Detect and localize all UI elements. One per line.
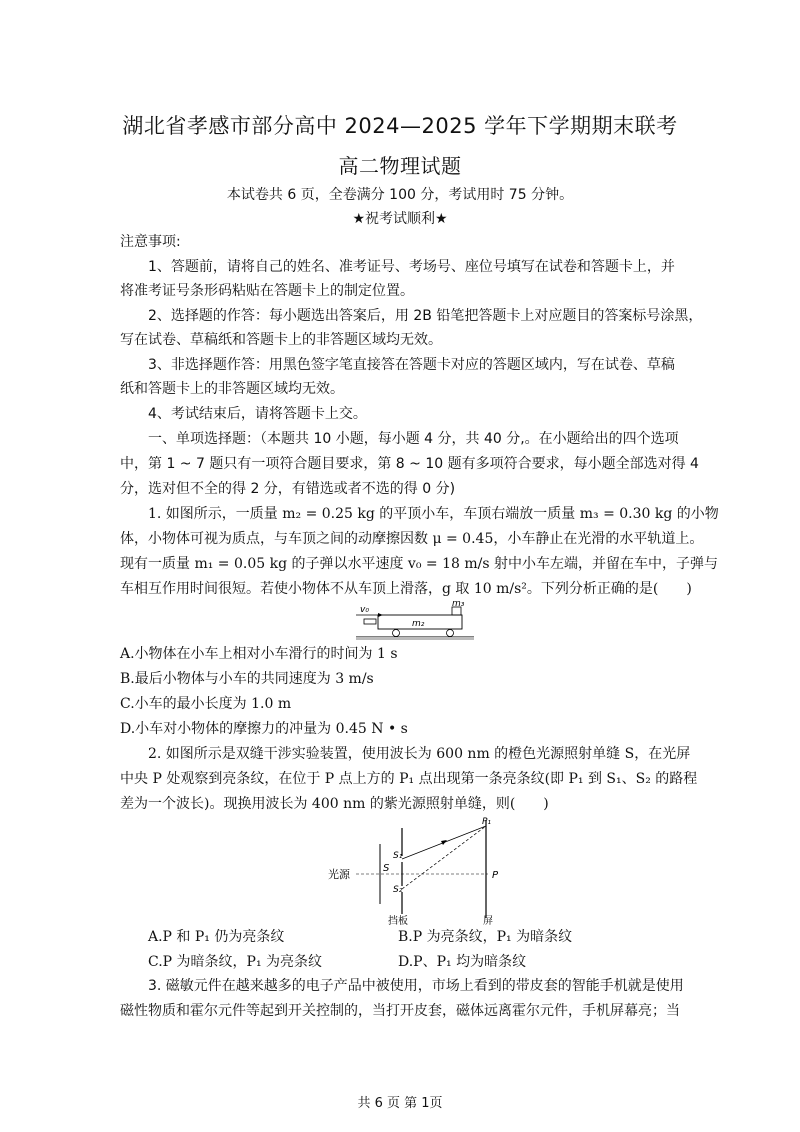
- q2-label-p: P: [492, 870, 499, 881]
- exam-info: 本试卷共 6 页，全卷满分 100 分，考试用时 75 分钟。: [226, 187, 574, 203]
- q1-label-v0: v₀: [360, 605, 369, 615]
- q1-option-b[interactable]: B.最后小物体与小车的共同速度为 3 m/s: [120, 671, 374, 687]
- q2-line3: 差为一个波长)。现换用波长为 400 nm 的紫光源照射单缝，则( ): [120, 796, 549, 812]
- note-1b: 将准考证号条形码粘贴在答题卡上的制定位置。: [120, 283, 414, 299]
- section1-line2: 中，第 1 ~ 7 题只有一项符合题目要求，第 8 ~ 10 题有多项符合要求，每小题全部选对得 4: [120, 456, 699, 472]
- q1-line4: 车相互作用时间很短。若使小物体不从车顶上滑落，g 取 10 m/s²。下列分析正确的是( ): [120, 581, 692, 597]
- q2-option-c[interactable]: C.P 为暗条纹，P₁ 为亮条纹: [148, 954, 323, 970]
- q2-label-s: S: [383, 863, 390, 874]
- q1-wheel-right: [447, 630, 454, 637]
- q2-label-barrier: 挡板: [388, 916, 408, 926]
- q1-option-c[interactable]: C.小车的最小长度为 1.0 m: [120, 696, 292, 712]
- q1-cart-figure: [352, 598, 478, 644]
- q2-ray-s2: [402, 826, 486, 889]
- q1-label-m2: m₂: [412, 619, 425, 629]
- q2-label-s1: S₁: [393, 851, 403, 861]
- q1-option-d[interactable]: D.小车对小物体的摩擦力的冲量为 0.45 N • s: [120, 721, 408, 737]
- exam-wish: ★祝考试顺利★: [352, 211, 448, 227]
- q1-line1: 1. 如图所示，一质量 m₂ = 0.25 kg 的平顶小车，车顶右端放一质量 m₃ = 0.30 kg 的小物: [148, 506, 719, 522]
- q2-option-b[interactable]: B.P 为亮条纹，P₁ 为暗条纹: [398, 929, 573, 945]
- q1-track-hatch: [356, 637, 474, 640]
- q1-label-m3: m₃: [452, 599, 465, 609]
- notes-heading: 注意事项:: [120, 234, 181, 250]
- note-3b: 纸和答题卡上的非答题区域均无效。: [120, 381, 344, 397]
- q3-line2: 磁性物质和霍尔元件等起到开关控制的，当打开皮套，磁体远离霍尔元件，手机屏幕亮；当: [120, 1003, 680, 1019]
- section1-line3: 分，选对但不全的得 2 分，有错选或者不选的得 0 分): [120, 481, 456, 497]
- q1-line3: 现有一质量 m₁ = 0.05 kg 的子弹以水平速度 v₀ = 18 m/s 射中小车左端，并留在车中，子弹与: [120, 556, 718, 572]
- q2-label-screen: 屏: [483, 916, 493, 926]
- q1-wheel-left: [393, 630, 400, 637]
- q2-label-s2: S₂: [393, 885, 403, 895]
- section1-line1: 一、单项选择题：（本题共 10 小题，每小题 4 分，共 40 分,。在小题给出的四个选项: [148, 431, 679, 447]
- page-footer: 共 6 页 第 1页: [357, 1096, 443, 1111]
- q2-line1: 2. 如图所示是双缝干涉实验装置，使用波长为 600 nm 的橙色光源照射单缝 S，在光屏: [148, 746, 691, 762]
- q1-option-a[interactable]: A.小物体在小车上相对小车滑行的时间为 1 s: [120, 646, 398, 662]
- exam-subtitle: 高二物理试题: [338, 154, 462, 178]
- q1-bullet: [364, 619, 376, 624]
- q2-double-slit-figure: [326, 814, 512, 926]
- q2-ray-arrow: [441, 840, 447, 845]
- q2-label-source: 光源: [328, 868, 350, 881]
- note-4: 4、考试结束后，请将答题卡上交。: [148, 406, 367, 422]
- q1-line2: 体，小物体可视为质点，与车顶之间的动摩擦因数 μ = 0.45，小车静止在光滑的水平轨道上。: [120, 531, 704, 547]
- exam-title: 湖北省孝感市部分高中 2024—2025 学年下学期期末联考: [122, 114, 678, 138]
- q2-option-d[interactable]: D.P、P₁ 均为暗条纹: [398, 954, 527, 970]
- q2-label-p1: P₁: [482, 817, 492, 827]
- q3-line1: 3. 磁敏元件在越来越多的电子产品中被使用，市场上看到的带皮套的智能手机就是使用: [148, 978, 684, 994]
- q2-line2: 中央 P 处观察到亮条纹，在位于 P 点上方的 P₁ 点出现第一条亮条纹(即 P₁ 到 S₁、S₂ 的路程: [120, 771, 698, 787]
- note-2a: 2、选择题的作答：每小题选出答案后，用 2B 铅笔把答题卡上对应题目的答案标号涂黑，: [148, 308, 703, 324]
- q2-option-a[interactable]: A.P 和 P₁ 仍为亮条纹: [148, 929, 285, 945]
- note-2b: 写在试卷、草稿纸和答题卡上的非答题区域均无效。: [120, 332, 442, 348]
- note-3a: 3、非选择题作答：用黑色签字笔直接答在答题卡对应的答题区域内，写在试卷、草稿: [148, 357, 675, 373]
- note-1a: 1、答题前，请将自己的姓名、准考证号、考场号、座位号填写在试卷和答题卡上，并: [148, 259, 675, 275]
